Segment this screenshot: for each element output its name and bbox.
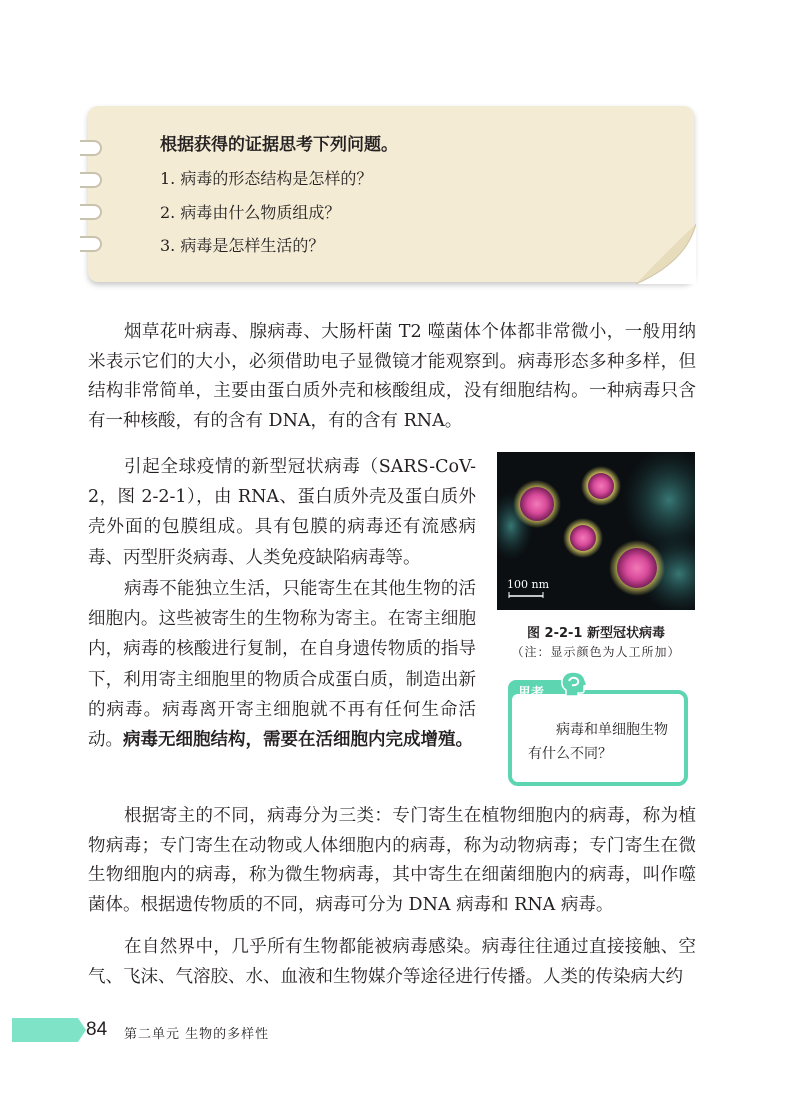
figure-caption: 图 2-2-1 新型冠状病毒 [527, 626, 665, 641]
question-note-card [88, 106, 694, 282]
scale-bar-label: 100 nm [507, 578, 550, 591]
binder-ring-icon [80, 236, 102, 252]
binder-ring-icon [80, 172, 102, 188]
page-curl-icon [626, 224, 696, 284]
think-label: 思考 [518, 686, 545, 701]
note-question-1: 1. 病毒的形态结构是怎样的？ [160, 169, 373, 188]
binder-ring-icon [80, 140, 102, 156]
note-question-2: 2. 病毒由什么物质组成？ [160, 203, 341, 222]
think-question: 病毒和单细胞生物有什么不同？ [528, 722, 668, 762]
note-heading: 根据获得的证据思考下列问题。 [160, 135, 398, 155]
body-paragraph-2: 引起全球疫情的新型冠状病毒（SARS-CoV-2，图 2-2-1），由 RNA、蛋白质外壳及蛋白质外壳外面的包膜组成。具有包膜的病毒还有流感病毒、丙型肝炎病毒、人类免疫缺陷病毒等。 [88, 457, 476, 568]
body-paragraph-1: 烟草花叶病毒、腺病毒、大肠杆菌 T2 噬菌体个体都非常微小，一般用纳米表示它们的大小，必须借助电子显微镜才能观察到。病毒形态多种多样，但结构非常简单，主要由蛋白质外壳和核酸组成，没有细胞结构。一种病毒只含有一种核酸，有的含有 DNA，有的含有 RNA。 [88, 322, 696, 432]
head-thinking-icon [558, 668, 590, 700]
note-question-3: 3. 病毒是怎样生活的？ [160, 236, 325, 255]
footer-accent-tail [78, 1018, 86, 1042]
body-paragraph-5: 在自然界中，几乎所有生物都能被病毒感染。病毒往往通过直接接触、空气、飞沫、气溶胶、水、血液和生物媒介等途径进行传播。人类的传染病大约 [88, 937, 696, 987]
body-paragraph-4: 根据寄主的不同，病毒分为三类：专门寄生在植物细胞内的病毒，称为植物病毒；专门寄生在动物或人体细胞内的病毒，称为动物病毒；专门寄生在微生物细胞内的病毒，称为微生物病毒，其中寄生在细菌细胞内的病毒，叫作噬菌体。根据遗传物质的不同，病毒可分为 DNA 病毒和 RNA 病毒。 [88, 806, 696, 916]
figure-note: （注：显示颜色为人工所加） [511, 645, 681, 659]
page-number: 84 [86, 1019, 108, 1040]
body-paragraph-3-text: 病毒不能独立生活，只能寄生在其他生物的活细胞内。这些被寄生的生物称为寄主。在寄主细胞内，病毒的核酸进行复制，在自身遗传物质的指导下，利用寄主细胞里的物质合成蛋白质，制造出新的病毒。病毒离开寄主细胞就不再有任何生命活动。 [88, 579, 476, 751]
key-conclusion: 病毒无细胞结构，需要在活细胞内完成增殖。 [123, 730, 473, 751]
unit-title: 第二单元 生物的多样性 [124, 1027, 270, 1042]
binder-ring-icon [80, 204, 102, 220]
footer-accent-bar [12, 1018, 78, 1042]
virus-particles-image [497, 452, 695, 610]
body-paragraph-3 [88, 574, 476, 755]
coronavirus-micrograph [497, 452, 695, 610]
